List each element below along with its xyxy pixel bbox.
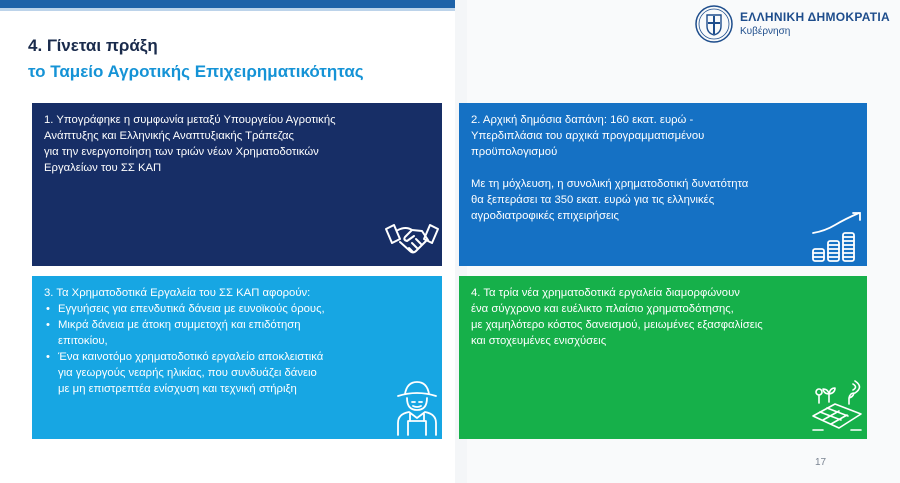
bullet-list — [44, 301, 404, 397]
top-accent-bar — [0, 0, 460, 8]
text-line: με μη επιστρεπτέα ενίσχυση και τεχνική στήριξη — [58, 383, 297, 395]
info-box-text — [471, 285, 851, 349]
info-box-framework — [459, 276, 867, 439]
logo-title: ΕΛΛΗΝΙΚΗ ΔΗΜΟΚΡΑΤΙΑ — [740, 10, 890, 24]
text-line: Ανάπτυξης και Ελληνικής Αναπτυξιακής Τράπεζας — [44, 130, 294, 142]
text-line: και στοχευμένες ενισχύσεις — [471, 335, 607, 347]
page-number: 17 — [815, 457, 827, 468]
info-box-agreement — [32, 103, 442, 266]
text-line: 2. Αρχική δημόσια δαπάνη: 160 εκατ. ευρώ - — [471, 114, 694, 126]
list-item — [58, 317, 404, 349]
text-line: για γεωργούς νεαρής ηλικίας, που συνδυάζει δάνειο — [58, 367, 317, 379]
text-line: Εγγυήσεις για επενδυτικά δάνεια με ευνοϊκούς όρους, — [58, 303, 325, 315]
text-line: 1. Υπογράφηκε η συμφωνία μεταξύ Υπουργείου Αγροτικής — [44, 114, 336, 126]
logo-subtitle: Κυβέρνηση — [740, 26, 791, 37]
text-line: Υπερδιπλάσια του αρχικά προγραμματισμένου — [471, 130, 705, 142]
text-line: Ένα καινοτόμο χρηματοδοτικό εργαλείο αποκλειστικά — [58, 351, 324, 363]
info-box-instruments — [32, 276, 442, 439]
list-item — [58, 349, 404, 397]
text-line: με χαμηλότερο κόστος δανεισμού, μειωμένες εξασφαλίσεις — [471, 319, 763, 331]
info-box-text — [44, 285, 404, 397]
text-line: Με τη μόχλευση, η συνολική χρηματοδοτική δυνατότητα — [471, 178, 749, 190]
top-accent-bar-light — [0, 8, 460, 11]
text-line: ένα σύγχρονο και ευέλικτο πλαίσιο χρηματοδότησης, — [471, 303, 734, 315]
list-item — [58, 301, 404, 317]
text-line: θα ξεπεράσει τα 350 εκατ. ευρώ για τις ελληνικές — [471, 194, 715, 206]
slide-title: 4. Γίνεται πράξη — [28, 36, 158, 55]
list-heading: 3. Τα Χρηματοδοτικά Εργαλεία του ΣΣ ΚΑΠ αφορούν: — [44, 287, 311, 299]
smart-farm-icon — [809, 380, 865, 434]
farmer-icon — [394, 380, 440, 436]
text-line: Μικρά δάνεια με άτοκη συμμετοχή και επιδότηση — [58, 319, 301, 331]
text-line: αγροδιατροφικές επιχειρήσεις — [471, 210, 619, 222]
coins-growth-icon — [809, 211, 865, 263]
coat-of-arms-icon — [694, 4, 734, 44]
info-box-text — [471, 112, 831, 224]
info-box-budget — [459, 103, 867, 266]
text-line: Εργαλείων του ΣΣ ΚΑΠ — [44, 162, 162, 174]
slide-subtitle: το Ταμείο Αγροτικής Επιχειρηματικότητας — [28, 62, 364, 81]
text-line: επιτοκίου, — [58, 335, 108, 347]
government-logo — [694, 4, 900, 46]
handshake-icon — [384, 221, 440, 259]
text-line: προϋπολογισμού — [471, 146, 558, 158]
text-line: για την ενεργοποίηση των τριών νέων Χρηματοδοτικών — [44, 146, 319, 158]
text-line: 4. Τα τρία νέα χρηματοδοτικά εργαλεία διαμορφώνουν — [471, 287, 740, 299]
info-box-text — [44, 112, 414, 176]
